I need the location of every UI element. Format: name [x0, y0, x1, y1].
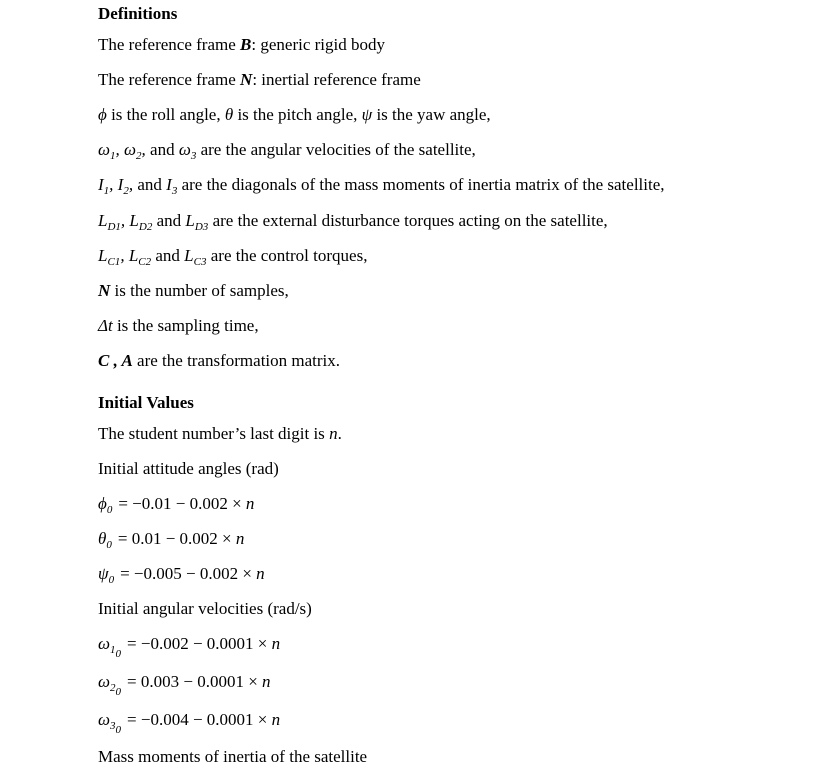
inertia-definition: $I_1$, $I_2$, and $I_3$ are the diagonals of the mass moments of inertia matrix of the satellite,: [98, 175, 665, 197]
sampling-time-definition: Δt is the sampling time,: [98, 316, 259, 335]
w30-equation: $\omega_{3_0}= -0.004 - 0.0001 \times n$: [98, 710, 281, 736]
initial-values-heading: Initial Values: [98, 393, 194, 412]
attitude-angles-label: Initial attitude angles (rad): [98, 459, 279, 478]
euler-angles-definition: ϕ is the roll angle, θ is the pitch angle, ψ is the yaw angle,: [98, 105, 491, 124]
frame-n-definition: The reference frame N: inertial reference frame: [98, 70, 421, 89]
control-torque-definition: $L_{C1}$, $L_{C2}$ and $L_{C3}$ are the control torques,: [98, 246, 368, 268]
transformation-matrix-definition: C , A are the transformation matrix.: [98, 351, 341, 370]
theta0-equation: $\theta_0 = 0.01 - 0.002 \times n$: [98, 529, 245, 551]
w10-equation: $\omega_{1_0}= -0.002 - 0.0001 \times n$: [98, 634, 281, 660]
frame-b-definition: The reference frame B: generic rigid body: [98, 35, 385, 54]
angular-velocities-label: Initial angular velocities (rad/s): [98, 599, 312, 618]
samples-definition: N is the number of samples,: [98, 281, 289, 300]
inertia-label: Mass moments of inertia of the satellite: [98, 747, 368, 766]
phi0-equation: $\phi_0 = -0.01 - 0.002 \times n$: [98, 494, 255, 516]
student-number-note: The student number’s last digit is n.: [98, 424, 342, 443]
definitions-heading: Definitions: [98, 4, 178, 23]
psi0-equation: $\psi_0 = -0.005 - 0.002 \times n$: [98, 564, 265, 586]
w20-equation: $\omega_{2_0}= 0.003 - 0.0001 \times n$: [98, 672, 271, 698]
angular-velocity-definition: $\omega_1$, $\omega_2$, and $\omega_3$ are the angular velocities of the satellite,: [98, 140, 476, 162]
disturbance-torque-definition: $L_{D1}$, $L_{D2}$ and $L_{D3}$ are the external disturbance torques acting on the satellite,: [98, 211, 608, 233]
